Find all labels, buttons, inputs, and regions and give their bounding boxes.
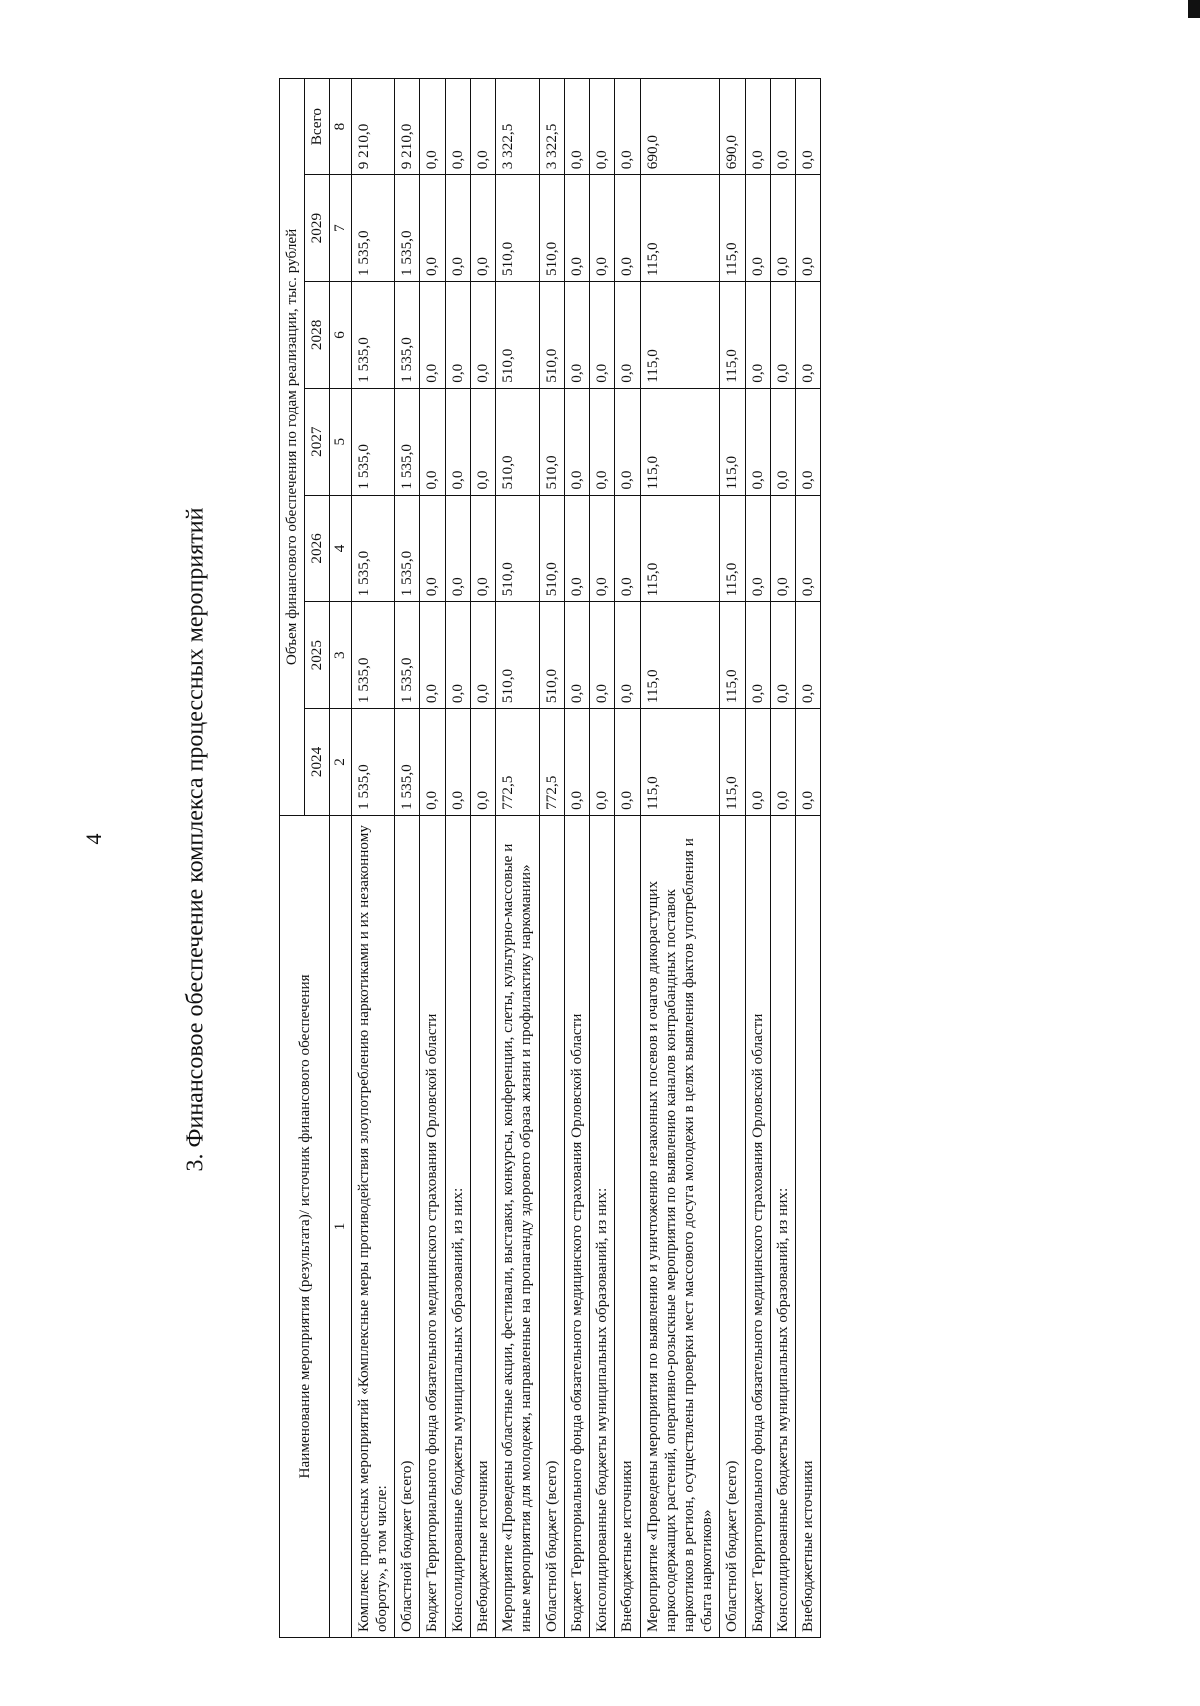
row-year-value: 115,0 [720, 602, 745, 709]
row-year-value: 0,0 [615, 282, 640, 389]
row-name: Консолидированные бюджеты муниципальных образований, из них: [445, 815, 470, 1637]
header-volume-group: Объем финансового обеспечения по годам реализации, тыс. рублей [280, 79, 305, 816]
row-year-value: 0,0 [770, 602, 795, 709]
table-row [640, 79, 720, 1638]
row-year-value: 1 535,0 [395, 175, 420, 282]
row-year-value: 115,0 [640, 388, 720, 495]
row-year-value: 1 535,0 [351, 175, 394, 282]
row-total-value: 0,0 [796, 79, 821, 175]
table-row [395, 79, 420, 1638]
table-row [720, 79, 745, 1638]
row-name: Областной бюджет (всего) [395, 815, 420, 1637]
row-year-value: 0,0 [590, 602, 615, 709]
row-total-value: 0,0 [470, 79, 495, 175]
row-year-value: 510,0 [496, 282, 539, 389]
row-year-value: 0,0 [420, 495, 445, 602]
row-year-value: 0,0 [470, 602, 495, 709]
table-row [590, 79, 615, 1638]
row-year-value: 115,0 [720, 175, 745, 282]
row-year-value: 0,0 [445, 495, 470, 602]
header-year: 2024 [305, 709, 330, 816]
row-year-value: 0,0 [564, 602, 589, 709]
row-year-value: 0,0 [590, 282, 615, 389]
header-total: Всего [305, 79, 330, 175]
row-total-value: 9 210,0 [351, 79, 394, 175]
row-year-value: 0,0 [445, 175, 470, 282]
row-year-value: 115,0 [640, 709, 720, 816]
row-year-value: 0,0 [770, 709, 795, 816]
table-row [564, 79, 589, 1638]
row-year-value: 510,0 [539, 495, 564, 602]
table-row [770, 79, 795, 1638]
row-year-value: 0,0 [745, 495, 770, 602]
row-year-value: 510,0 [539, 282, 564, 389]
row-year-value: 772,5 [496, 709, 539, 816]
row-year-value: 0,0 [590, 495, 615, 602]
row-name: Областной бюджет (всего) [539, 815, 564, 1637]
row-year-value: 510,0 [496, 495, 539, 602]
row-year-value: 1 535,0 [351, 495, 394, 602]
table-row [615, 79, 640, 1638]
column-number: 4 [330, 495, 351, 602]
table-row [496, 79, 539, 1638]
row-year-value: 0,0 [745, 175, 770, 282]
table-row [420, 79, 445, 1638]
row-year-value: 0,0 [420, 602, 445, 709]
row-year-value: 0,0 [615, 388, 640, 495]
row-name: Консолидированные бюджеты муниципальных образований, из них: [590, 815, 615, 1637]
row-name: Внебюджетные источники [615, 815, 640, 1637]
row-name: Мероприятие «Проведены мероприятия по выявлению и уничтожению незаконных посевов и очагов дикорастущих наркосодержащих растений, оперативно-розыскные мероприятия по выявлению каналов контрабандных поставок наркотиков в регион, осуществлены проверки мест массового досуга молодежи в целях выявления фактов употребления и сбыта наркотиков» [640, 815, 720, 1637]
header-name-column: Наименование мероприятия (результата)/ источник финансового обеспечения [280, 815, 330, 1637]
row-year-value: 0,0 [615, 709, 640, 816]
row-year-value: 0,0 [745, 282, 770, 389]
row-year-value: 0,0 [590, 388, 615, 495]
row-year-value: 0,0 [796, 175, 821, 282]
row-total-value: 0,0 [590, 79, 615, 175]
column-number: 1 [330, 815, 351, 1637]
row-year-value: 0,0 [445, 282, 470, 389]
row-year-value: 0,0 [745, 709, 770, 816]
row-year-value: 0,0 [564, 495, 589, 602]
funding-table-container [279, 78, 821, 1638]
row-name: Внебюджетные источники [470, 815, 495, 1637]
row-year-value: 0,0 [590, 175, 615, 282]
row-year-value: 115,0 [720, 282, 745, 389]
row-year-value: 0,0 [420, 175, 445, 282]
row-name: Бюджет Территориального фонда обязательного медицинского страхования Орловской области [420, 815, 445, 1637]
row-year-value: 0,0 [470, 388, 495, 495]
row-total-value: 3 322,5 [496, 79, 539, 175]
row-year-value: 0,0 [796, 282, 821, 389]
row-year-value: 510,0 [496, 602, 539, 709]
row-name: Внебюджетные источники [796, 815, 821, 1637]
row-year-value: 0,0 [420, 282, 445, 389]
row-year-value: 0,0 [470, 282, 495, 389]
header-year: 2029 [305, 175, 330, 282]
row-year-value: 0,0 [564, 709, 589, 816]
row-year-value: 0,0 [615, 175, 640, 282]
table-row [445, 79, 470, 1638]
table-body [351, 79, 821, 1638]
row-name: Консолидированные бюджеты муниципальных образований, из них: [770, 815, 795, 1637]
row-year-value: 0,0 [770, 282, 795, 389]
table-row [351, 79, 394, 1638]
row-year-value: 0,0 [770, 388, 795, 495]
scan-edge-mark [1188, 0, 1200, 18]
column-number: 5 [330, 388, 351, 495]
header-year: 2027 [305, 388, 330, 495]
row-year-value: 1 535,0 [351, 282, 394, 389]
row-year-value: 1 535,0 [395, 282, 420, 389]
row-year-value: 510,0 [496, 175, 539, 282]
table-row [539, 79, 564, 1638]
row-name: Комплекс процессных мероприятий «Комплексные меры противодействия злоупотреблению наркотиками и их незаконному обороту», в том числе: [351, 815, 394, 1637]
row-year-value: 0,0 [420, 709, 445, 816]
header-year: 2028 [305, 282, 330, 389]
row-year-value: 0,0 [796, 388, 821, 495]
row-year-value: 0,0 [564, 175, 589, 282]
row-name: Бюджет Территориального фонда обязательного медицинского страхования Орловской области [564, 815, 589, 1637]
row-year-value: 0,0 [796, 495, 821, 602]
header-year: 2025 [305, 602, 330, 709]
row-total-value: 0,0 [770, 79, 795, 175]
row-year-value: 510,0 [496, 388, 539, 495]
row-total-value: 0,0 [615, 79, 640, 175]
column-number: 8 [330, 79, 351, 175]
column-number: 6 [330, 282, 351, 389]
row-year-value: 115,0 [640, 175, 720, 282]
row-year-value: 0,0 [745, 602, 770, 709]
row-year-value: 1 535,0 [351, 388, 394, 495]
row-name: Областной бюджет (всего) [720, 815, 745, 1637]
table-row [796, 79, 821, 1638]
row-year-value: 1 535,0 [395, 602, 420, 709]
row-year-value: 510,0 [539, 175, 564, 282]
row-year-value: 1 535,0 [395, 388, 420, 495]
row-total-value: 690,0 [720, 79, 745, 175]
row-year-value: 115,0 [720, 388, 745, 495]
table-header-row [280, 79, 305, 1638]
row-year-value: 1 535,0 [395, 495, 420, 602]
row-year-value: 0,0 [615, 602, 640, 709]
table-row [470, 79, 495, 1638]
row-year-value: 0,0 [470, 709, 495, 816]
column-number: 7 [330, 175, 351, 282]
row-year-value: 115,0 [720, 709, 745, 816]
table-row [745, 79, 770, 1638]
row-year-value: 0,0 [445, 602, 470, 709]
row-year-value: 0,0 [470, 495, 495, 602]
row-year-value: 1 535,0 [351, 709, 394, 816]
row-total-value: 0,0 [420, 79, 445, 175]
row-year-value: 510,0 [539, 388, 564, 495]
header-year: 2026 [305, 495, 330, 602]
row-year-value: 115,0 [640, 602, 720, 709]
column-number-row [330, 79, 351, 1638]
row-year-value: 115,0 [720, 495, 745, 602]
row-name: Мероприятие «Проведены областные акции, фестивали, выставки, конкурсы, конференции, слеты, культурно-массовые и иные мероприятия для молодежи, направленные на пропаганду здорового образа жизни и профилактику наркомании» [496, 815, 539, 1637]
row-year-value: 0,0 [615, 495, 640, 602]
row-total-value: 0,0 [745, 79, 770, 175]
row-year-value: 1 535,0 [351, 602, 394, 709]
row-year-value: 0,0 [470, 175, 495, 282]
column-number: 2 [330, 709, 351, 816]
row-year-value: 0,0 [564, 388, 589, 495]
row-total-value: 9 210,0 [395, 79, 420, 175]
row-year-value: 115,0 [640, 282, 720, 389]
row-year-value: 510,0 [539, 602, 564, 709]
row-year-value: 0,0 [796, 709, 821, 816]
row-year-value: 0,0 [564, 282, 589, 389]
row-year-value: 1 535,0 [395, 709, 420, 816]
row-total-value: 690,0 [640, 79, 720, 175]
row-year-value: 0,0 [796, 602, 821, 709]
row-total-value: 0,0 [445, 79, 470, 175]
column-number: 3 [330, 602, 351, 709]
row-year-value: 0,0 [590, 709, 615, 816]
row-year-value: 0,0 [745, 388, 770, 495]
row-year-value: 0,0 [420, 388, 445, 495]
row-name: Бюджет Территориального фонда обязательного медицинского страхования Орловской области [745, 815, 770, 1637]
page-number: 4 [81, 833, 106, 845]
row-year-value: 0,0 [445, 388, 470, 495]
row-year-value: 0,0 [770, 495, 795, 602]
page-title: 3. Финансовое обеспечение комплекса процессных мероприятий [182, 507, 209, 1172]
row-year-value: 115,0 [640, 495, 720, 602]
row-total-value: 3 322,5 [539, 79, 564, 175]
row-year-value: 0,0 [445, 709, 470, 816]
row-total-value: 0,0 [564, 79, 589, 175]
row-year-value: 772,5 [539, 709, 564, 816]
row-year-value: 0,0 [770, 175, 795, 282]
funding-table [279, 78, 821, 1638]
